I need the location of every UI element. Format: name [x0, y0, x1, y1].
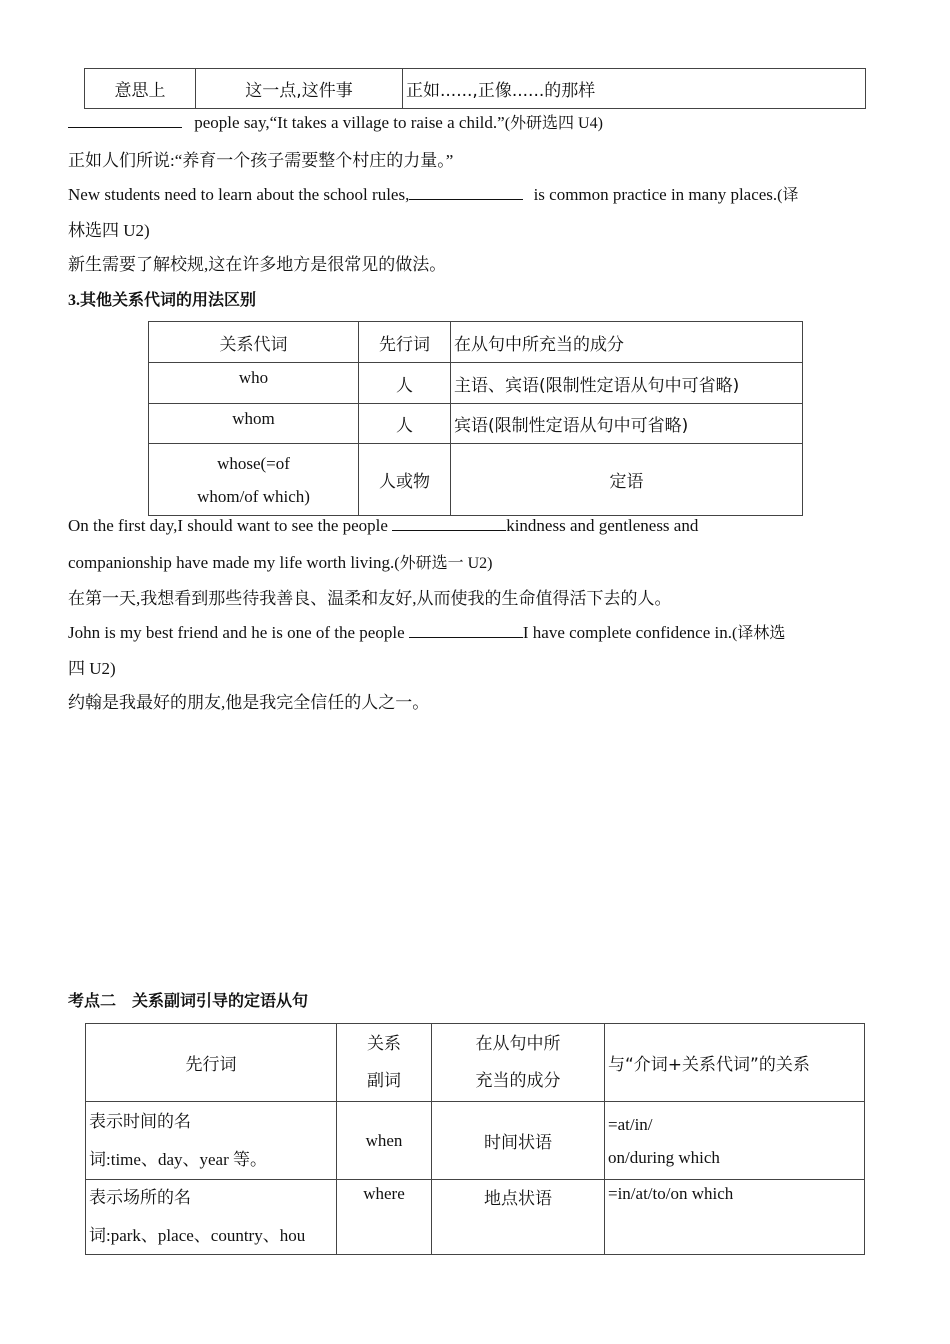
answer-blank — [409, 185, 523, 200]
table-header: 先行词 — [86, 1024, 337, 1102]
pronoun-cell: whom — [149, 404, 359, 444]
antecedent-cell: 表示场所的名 词:park、place、country、hou — [86, 1180, 337, 1255]
table-row — [149, 444, 803, 516]
example-sentence-1: people say,“It takes a village to raise a child.”(外研选四 U4) — [68, 110, 603, 133]
table-row — [86, 1102, 865, 1180]
adverb-cell: where — [337, 1180, 432, 1255]
table-header: 关系 副词 — [337, 1024, 432, 1102]
pronoun-cell: whose(=of whom/of which) — [149, 444, 359, 516]
antecedent-cell: 人 — [359, 404, 451, 444]
pronoun-cell: who — [149, 363, 359, 404]
table-header: 与“介词+关系代词”的关系 — [605, 1024, 865, 1102]
example-sentence-3-cont: companionship have made my life worth living.(外研选一 U2) — [68, 553, 493, 572]
table-header: 先行词 — [359, 322, 451, 363]
table-cell: 这一点,这件事 — [196, 69, 403, 109]
example-sentence-3: On the first day,I should want to see the people kindness and gentleness and — [68, 516, 699, 535]
example-sentence-2: New students need to learn about the school rules, is common practice in many places.(译 — [68, 185, 799, 204]
answer-blank — [68, 113, 182, 128]
translation-3: 在第一天,我想看到那些待我善良、温柔和友好,从而使我的生命值得活下去的人。 — [68, 589, 672, 608]
example-sentence-4: John is my best friend and he is one of the people I have complete confidence in.(译林选 — [68, 623, 786, 642]
role-cell: 主语、宾语(限制性定语从句中可省略) — [451, 363, 803, 404]
translation-4: 约翰是我最好的朋友,他是我完全信任的人之一。 — [68, 693, 430, 712]
source-continuation: 林选四 U2) — [68, 221, 150, 240]
source-continuation: 四 U2) — [68, 659, 116, 678]
table-cell: 正如......,正像......的那样 — [403, 69, 866, 109]
key-point-heading: 考点二 关系副词引导的定语从句 — [68, 993, 309, 1010]
translation-1: 正如人们所说:“养育一个孩子需要整个村庄的力量。” — [68, 151, 454, 170]
relation-cell: =in/at/to/on which — [605, 1180, 865, 1255]
antecedent-cell: 人 — [359, 363, 451, 404]
relation-cell: =at/in/ on/during which — [605, 1102, 865, 1180]
section-heading: 3.其他关系代词的用法区别 — [68, 292, 257, 309]
antecedent-cell: 表示时间的名 词:time、day、year 等。 — [86, 1102, 337, 1180]
table-header: 关系代词 — [149, 322, 359, 363]
role-cell: 定语 — [451, 444, 803, 516]
table-row — [86, 1180, 865, 1255]
answer-blank — [392, 516, 506, 531]
answer-blank — [409, 623, 523, 638]
adverb-cell: when — [337, 1102, 432, 1180]
table-row — [149, 363, 803, 404]
antecedent-cell: 人或物 — [359, 444, 451, 516]
role-cell: 时间状语 — [432, 1102, 605, 1180]
table-header: 在从句中所 充当的成分 — [432, 1024, 605, 1102]
role-cell: 地点状语 — [432, 1180, 605, 1255]
table-header: 在从句中所充当的成分 — [451, 322, 803, 363]
translation-2: 新生需要了解校规,这在许多地方是很常见的做法。 — [68, 255, 447, 274]
table-row — [149, 404, 803, 444]
role-cell: 宾语(限制性定语从句中可省略) — [451, 404, 803, 444]
relative-pronoun-table — [148, 321, 803, 516]
meaning-table — [84, 68, 866, 109]
relative-adverb-table — [85, 1023, 865, 1255]
table-cell: 意思上 — [85, 69, 196, 109]
